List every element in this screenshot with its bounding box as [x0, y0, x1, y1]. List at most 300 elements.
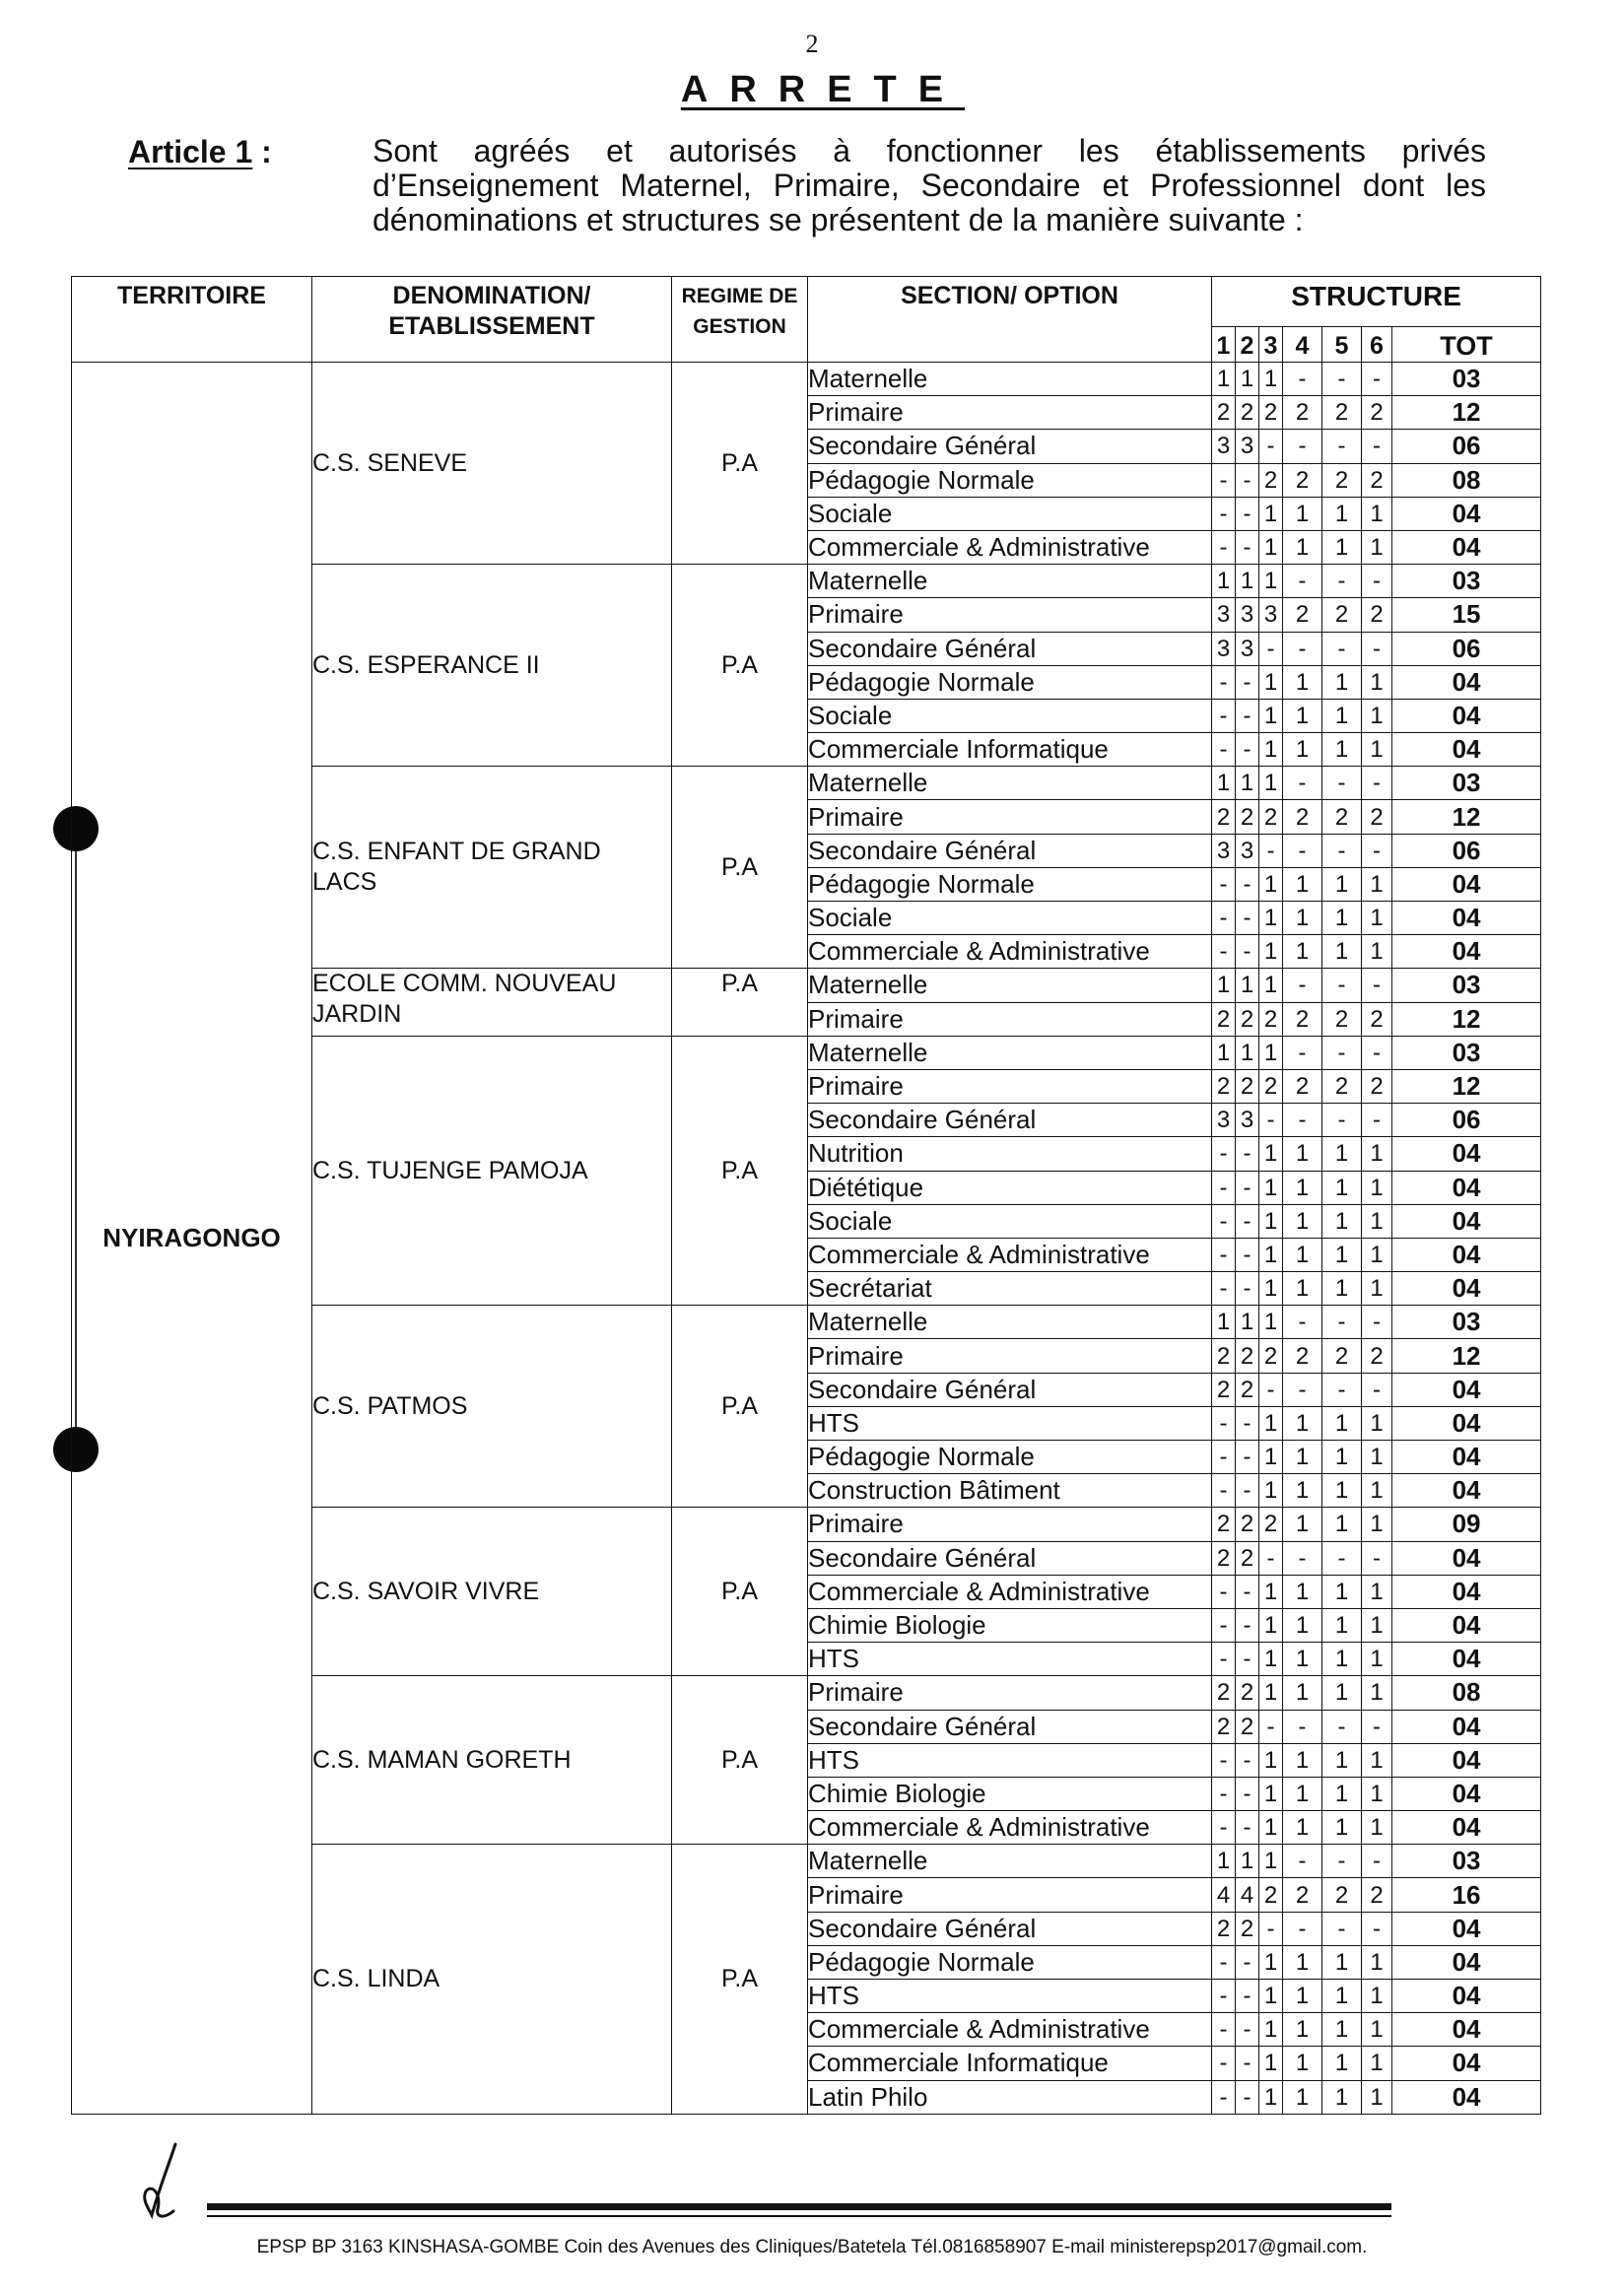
year-5-cell: 1 [1322, 935, 1362, 969]
header-year-2: 2 [1236, 327, 1259, 363]
year-2-cell: - [1236, 1743, 1259, 1777]
year-3-cell: 1 [1259, 1474, 1283, 1508]
year-6-cell: 2 [1362, 598, 1392, 632]
year-1-cell: 2 [1212, 1912, 1236, 1945]
year-4-cell: 2 [1283, 598, 1322, 632]
year-2-cell: - [1236, 1272, 1259, 1306]
year-2-cell: - [1236, 1777, 1259, 1810]
year-1-cell: - [1212, 2080, 1236, 2114]
option-cell: HTS [808, 1980, 1212, 2013]
year-3-cell: 1 [1259, 2013, 1283, 2047]
total-cell: 04 [1392, 1541, 1541, 1575]
year-2-cell: 2 [1236, 800, 1259, 834]
year-4-cell: 1 [1283, 1945, 1322, 1979]
year-2-cell: 2 [1236, 1373, 1259, 1406]
establishment-name: C.S. LINDA [312, 1845, 672, 2115]
total-cell: 03 [1392, 1845, 1541, 1878]
year-3-cell: 1 [1259, 1137, 1283, 1171]
option-cell: Pédagogie Normale [808, 1945, 1212, 1979]
year-4-cell: 1 [1283, 1575, 1322, 1608]
year-4-cell: - [1283, 1373, 1322, 1406]
year-6-cell: 1 [1362, 1811, 1392, 1845]
year-3-cell: 2 [1259, 396, 1283, 430]
year-2-cell: - [1236, 2013, 1259, 2047]
regime-cell: P.A [672, 1676, 808, 1845]
year-4-cell: 1 [1283, 699, 1322, 732]
year-2-cell: - [1236, 1406, 1259, 1440]
year-6-cell: 2 [1362, 1002, 1392, 1036]
year-4-cell: 1 [1283, 2047, 1322, 2080]
option-cell: Diététique [808, 1171, 1212, 1204]
year-6-cell: 1 [1362, 1238, 1392, 1271]
year-6-cell: 1 [1362, 935, 1392, 969]
year-1-cell: 3 [1212, 598, 1236, 632]
option-cell: Commerciale & Administrative [808, 1811, 1212, 1845]
option-cell: Commerciale & Administrative [808, 2013, 1212, 2047]
year-5-cell: - [1322, 430, 1362, 463]
year-1-cell: - [1212, 1238, 1236, 1271]
total-cell: 15 [1392, 598, 1541, 632]
year-5-cell: 1 [1322, 1508, 1362, 1541]
option-cell: Secrétariat [808, 1272, 1212, 1306]
year-1-cell: 2 [1212, 800, 1236, 834]
year-1-cell: 2 [1212, 1541, 1236, 1575]
total-cell: 04 [1392, 2047, 1541, 2080]
total-cell: 04 [1392, 1441, 1541, 1474]
year-4-cell: - [1283, 1306, 1322, 1339]
year-4-cell: 1 [1283, 1406, 1322, 1440]
year-3-cell: 2 [1259, 1339, 1283, 1373]
year-1-cell: - [1212, 497, 1236, 530]
option-cell: HTS [808, 1643, 1212, 1676]
year-4-cell: 2 [1283, 1878, 1322, 1912]
year-3-cell: 1 [1259, 665, 1283, 699]
header-year-5: 5 [1322, 327, 1362, 363]
total-cell: 04 [1392, 1643, 1541, 1676]
table-row [72, 363, 1541, 396]
year-5-cell: 2 [1322, 396, 1362, 430]
year-2-cell: - [1236, 733, 1259, 767]
year-1-cell: - [1212, 733, 1236, 767]
option-cell: Secondaire Général [808, 834, 1212, 867]
year-4-cell: 1 [1283, 1676, 1322, 1710]
year-2-cell: 2 [1236, 1339, 1259, 1373]
header-territoire: TERRITOIRE [72, 277, 312, 363]
total-cell: 04 [1392, 1373, 1541, 1406]
year-3-cell: - [1259, 430, 1283, 463]
year-4-cell: 2 [1283, 800, 1322, 834]
year-2-cell: - [1236, 1643, 1259, 1676]
establishment-name: C.S. ENFANT DE GRAND LACS [312, 767, 672, 969]
header-year-4: 4 [1283, 327, 1322, 363]
year-3-cell: 2 [1259, 800, 1283, 834]
establishments-table [71, 276, 1541, 2115]
year-2-cell: 2 [1236, 1676, 1259, 1710]
footer-address: EPSP BP 3163 KINSHASA-GOMBE Coin des Avenues des Cliniques/Batetela Tél.0816858907 E-mail ministerepsp2017@gmail.com. [256, 2237, 1368, 2257]
year-4-cell: - [1283, 1104, 1322, 1137]
year-5-cell: 1 [1322, 902, 1362, 935]
year-4-cell: 1 [1283, 1272, 1322, 1306]
year-2-cell: - [1236, 1441, 1259, 1474]
year-5-cell: - [1322, 767, 1362, 800]
year-5-cell: - [1322, 1912, 1362, 1945]
year-6-cell: 1 [1362, 1406, 1392, 1440]
total-cell: 03 [1392, 565, 1541, 598]
total-cell: 04 [1392, 1811, 1541, 1845]
year-1-cell: 2 [1212, 1710, 1236, 1743]
option-cell: Secondaire Général [808, 1541, 1212, 1575]
year-2-cell: - [1236, 2080, 1259, 2114]
year-6-cell: 2 [1362, 1069, 1392, 1103]
year-2-cell: - [1236, 1474, 1259, 1508]
option-cell: Maternelle [808, 1036, 1212, 1069]
year-3-cell: 2 [1259, 1508, 1283, 1541]
year-4-cell: - [1283, 969, 1322, 1002]
year-4-cell: - [1283, 565, 1322, 598]
year-5-cell: 1 [1322, 1474, 1362, 1508]
year-2-cell: 3 [1236, 834, 1259, 867]
option-cell: HTS [808, 1406, 1212, 1440]
year-1-cell: 2 [1212, 1508, 1236, 1541]
year-2-cell: 1 [1236, 363, 1259, 396]
year-6-cell: 2 [1362, 1339, 1392, 1373]
year-1-cell: 4 [1212, 1878, 1236, 1912]
year-5-cell: 1 [1322, 733, 1362, 767]
year-5-cell: - [1322, 1306, 1362, 1339]
total-cell: 03 [1392, 767, 1541, 800]
year-6-cell: 1 [1362, 665, 1392, 699]
year-6-cell: - [1362, 1104, 1392, 1137]
year-6-cell: 2 [1362, 396, 1392, 430]
year-4-cell: 1 [1283, 665, 1322, 699]
year-5-cell: 1 [1322, 1238, 1362, 1271]
year-5-cell: - [1322, 1710, 1362, 1743]
option-cell: Commerciale & Administrative [808, 1575, 1212, 1608]
year-3-cell: 1 [1259, 530, 1283, 564]
year-4-cell: 1 [1283, 733, 1322, 767]
year-1-cell: 3 [1212, 1104, 1236, 1137]
year-2-cell: 1 [1236, 1036, 1259, 1069]
total-cell: 03 [1392, 969, 1541, 1002]
year-3-cell: 1 [1259, 1643, 1283, 1676]
year-4-cell: 1 [1283, 2013, 1322, 2047]
year-3-cell: 1 [1259, 969, 1283, 1002]
year-1-cell: 3 [1212, 834, 1236, 867]
option-cell: Sociale [808, 699, 1212, 732]
total-cell: 04 [1392, 1980, 1541, 2013]
year-2-cell: - [1236, 1945, 1259, 1979]
option-cell: Pédagogie Normale [808, 867, 1212, 901]
year-3-cell: 2 [1259, 1002, 1283, 1036]
year-6-cell: 1 [1362, 1441, 1392, 1474]
footer-rule-thin [207, 2215, 1391, 2217]
year-2-cell: - [1236, 867, 1259, 901]
year-5-cell: - [1322, 632, 1362, 665]
year-4-cell: 1 [1283, 1238, 1322, 1271]
year-4-cell: 1 [1283, 1980, 1322, 2013]
year-3-cell: 1 [1259, 363, 1283, 396]
signature-mark [138, 2138, 207, 2227]
year-5-cell: - [1322, 1104, 1362, 1137]
year-5-cell: 1 [1322, 1272, 1362, 1306]
option-cell: Pédagogie Normale [808, 665, 1212, 699]
total-cell: 08 [1392, 1676, 1541, 1710]
year-3-cell: 1 [1259, 1204, 1283, 1238]
year-3-cell: 1 [1259, 1743, 1283, 1777]
option-cell: Maternelle [808, 565, 1212, 598]
year-5-cell: 1 [1322, 2013, 1362, 2047]
year-5-cell: 1 [1322, 1643, 1362, 1676]
establishment-name: C.S. SAVOIR VIVRE [312, 1508, 672, 1676]
footer-rule-thick [207, 2203, 1391, 2210]
article-text: Sont agréés et autorisés à fonctionner les établissements privés d’Enseignement Maternel, Primaire, Secondaire et Professionnel dont les dénominations et structures se présentent de la manière suivante : [372, 133, 1486, 237]
year-2-cell: - [1236, 1204, 1259, 1238]
year-3-cell: 1 [1259, 867, 1283, 901]
total-cell: 04 [1392, 1575, 1541, 1608]
year-4-cell: 1 [1283, 1204, 1322, 1238]
year-2-cell: - [1236, 935, 1259, 969]
year-1-cell: - [1212, 1811, 1236, 1845]
year-1-cell: - [1212, 1137, 1236, 1171]
option-cell: Chimie Biologie [808, 1608, 1212, 1642]
year-4-cell: 2 [1283, 1339, 1322, 1373]
year-6-cell: - [1362, 565, 1392, 598]
option-cell: Secondaire Général [808, 632, 1212, 665]
year-1-cell: - [1212, 1777, 1236, 1810]
year-1-cell: 1 [1212, 565, 1236, 598]
year-5-cell: 1 [1322, 1811, 1362, 1845]
option-cell: Primaire [808, 1069, 1212, 1103]
option-cell: Primaire [808, 800, 1212, 834]
total-cell: 04 [1392, 1743, 1541, 1777]
header-denomination: DENOMINATION/ ETABLISSEMENT [312, 277, 672, 363]
year-6-cell: 1 [1362, 1945, 1392, 1979]
option-cell: Secondaire Général [808, 1710, 1212, 1743]
year-6-cell: - [1362, 1541, 1392, 1575]
year-4-cell: 1 [1283, 1474, 1322, 1508]
year-4-cell: 2 [1283, 1002, 1322, 1036]
year-4-cell: 1 [1283, 1811, 1322, 1845]
year-5-cell: 2 [1322, 1002, 1362, 1036]
year-3-cell: 1 [1259, 1777, 1283, 1810]
header-tot: TOT [1392, 327, 1541, 363]
year-6-cell: 1 [1362, 530, 1392, 564]
year-5-cell: - [1322, 565, 1362, 598]
year-6-cell: 1 [1362, 1508, 1392, 1541]
year-5-cell: 2 [1322, 800, 1362, 834]
year-1-cell: 3 [1212, 632, 1236, 665]
territoire-cell: NYIRAGONGO [72, 363, 312, 2115]
year-6-cell: - [1362, 969, 1392, 1002]
year-3-cell: 1 [1259, 1608, 1283, 1642]
year-6-cell: 1 [1362, 1777, 1392, 1810]
year-5-cell: 1 [1322, 1980, 1362, 2013]
regime-cell: P.A [672, 1845, 808, 2115]
year-6-cell: 1 [1362, 902, 1392, 935]
year-6-cell: 1 [1362, 1608, 1392, 1642]
year-1-cell: - [1212, 1406, 1236, 1440]
total-cell: 04 [1392, 1171, 1541, 1204]
year-1-cell: 2 [1212, 1373, 1236, 1406]
year-4-cell: 2 [1283, 1069, 1322, 1103]
year-1-cell: 2 [1212, 396, 1236, 430]
year-3-cell: 1 [1259, 1945, 1283, 1979]
total-cell: 04 [1392, 1137, 1541, 1171]
year-5-cell: 2 [1322, 1069, 1362, 1103]
year-2-cell: - [1236, 902, 1259, 935]
option-cell: Maternelle [808, 969, 1212, 1002]
option-cell: Pédagogie Normale [808, 1441, 1212, 1474]
total-cell: 04 [1392, 1710, 1541, 1743]
option-cell: Sociale [808, 497, 1212, 530]
year-3-cell: 1 [1259, 767, 1283, 800]
total-cell: 04 [1392, 1608, 1541, 1642]
year-1-cell: 1 [1212, 363, 1236, 396]
year-4-cell: - [1283, 1541, 1322, 1575]
year-5-cell: 2 [1322, 463, 1362, 497]
total-cell: 04 [1392, 2080, 1541, 2114]
option-cell: Primaire [808, 598, 1212, 632]
year-6-cell: 1 [1362, 1643, 1392, 1676]
option-cell: Sociale [808, 902, 1212, 935]
option-cell: Secondaire Général [808, 430, 1212, 463]
year-1-cell: - [1212, 1441, 1236, 1474]
article-label-text: Article 1 [128, 134, 253, 169]
year-5-cell: - [1322, 1036, 1362, 1069]
year-2-cell: - [1236, 463, 1259, 497]
year-5-cell: 1 [1322, 1406, 1362, 1440]
year-2-cell: 1 [1236, 1845, 1259, 1878]
year-6-cell: - [1362, 1710, 1392, 1743]
year-4-cell: 1 [1283, 1743, 1322, 1777]
year-1-cell: - [1212, 1204, 1236, 1238]
total-cell: 06 [1392, 1104, 1541, 1137]
year-4-cell: - [1283, 1912, 1322, 1945]
year-6-cell: 1 [1362, 1743, 1392, 1777]
header-structure: STRUCTURE [1212, 277, 1541, 327]
year-4-cell: 1 [1283, 1171, 1322, 1204]
year-1-cell: - [1212, 2013, 1236, 2047]
option-cell: Secondaire Général [808, 1104, 1212, 1137]
year-1-cell: 1 [1212, 1845, 1236, 1878]
year-3-cell: 1 [1259, 497, 1283, 530]
year-3-cell: 1 [1259, 1272, 1283, 1306]
year-2-cell: - [1236, 665, 1259, 699]
year-5-cell: 1 [1322, 1608, 1362, 1642]
year-6-cell: 1 [1362, 2047, 1392, 2080]
year-1-cell: - [1212, 902, 1236, 935]
year-2-cell: - [1236, 2047, 1259, 2080]
total-cell: 12 [1392, 1339, 1541, 1373]
year-6-cell: 1 [1362, 1171, 1392, 1204]
year-3-cell: 2 [1259, 463, 1283, 497]
establishment-name: C.S. ESPERANCE II [312, 565, 672, 767]
year-6-cell: - [1362, 363, 1392, 396]
year-4-cell: 1 [1283, 1508, 1322, 1541]
year-4-cell: 1 [1283, 935, 1322, 969]
year-4-cell: - [1283, 834, 1322, 867]
year-6-cell: 1 [1362, 1575, 1392, 1608]
year-2-cell: - [1236, 1137, 1259, 1171]
year-2-cell: - [1236, 699, 1259, 732]
year-6-cell: 1 [1362, 1474, 1392, 1508]
year-5-cell: 1 [1322, 867, 1362, 901]
year-1-cell: 1 [1212, 1306, 1236, 1339]
year-6-cell: 1 [1362, 1980, 1392, 2013]
year-3-cell: 1 [1259, 1238, 1283, 1271]
year-6-cell: - [1362, 1912, 1392, 1945]
year-2-cell: - [1236, 1238, 1259, 1271]
year-5-cell: 1 [1322, 1676, 1362, 1710]
title-text: ARRETE [680, 69, 966, 110]
year-3-cell: - [1259, 1912, 1283, 1945]
year-5-cell: 1 [1322, 1743, 1362, 1777]
option-cell: Maternelle [808, 767, 1212, 800]
year-4-cell: - [1283, 632, 1322, 665]
year-6-cell: 1 [1362, 1676, 1392, 1710]
document-title [0, 69, 1624, 111]
option-cell: Maternelle [808, 1845, 1212, 1878]
year-1-cell: 2 [1212, 1069, 1236, 1103]
year-5-cell: 1 [1322, 699, 1362, 732]
year-6-cell: 1 [1362, 2013, 1392, 2047]
year-3-cell: 1 [1259, 902, 1283, 935]
year-1-cell: - [1212, 1474, 1236, 1508]
year-4-cell: 1 [1283, 530, 1322, 564]
year-4-cell: - [1283, 1036, 1322, 1069]
year-5-cell: 1 [1322, 1441, 1362, 1474]
year-2-cell: 2 [1236, 1541, 1259, 1575]
year-3-cell: 1 [1259, 1306, 1283, 1339]
year-3-cell: 1 [1259, 1406, 1283, 1440]
year-5-cell: 2 [1322, 1878, 1362, 1912]
regime-cell: P.A [672, 363, 808, 565]
total-cell: 04 [1392, 1406, 1541, 1440]
total-cell: 06 [1392, 632, 1541, 665]
table-body [72, 363, 1541, 2115]
year-2-cell: 2 [1236, 1912, 1259, 1945]
total-cell: 04 [1392, 935, 1541, 969]
year-4-cell: 2 [1283, 396, 1322, 430]
total-cell: 12 [1392, 1002, 1541, 1036]
year-2-cell: 1 [1236, 969, 1259, 1002]
header-regime: REGIME DE GESTION [672, 277, 808, 363]
total-cell: 04 [1392, 1945, 1541, 1979]
year-6-cell: 1 [1362, 699, 1392, 732]
year-3-cell: 1 [1259, 1575, 1283, 1608]
year-5-cell: 1 [1322, 1137, 1362, 1171]
regime-cell: P.A [672, 1306, 808, 1508]
year-3-cell: - [1259, 1373, 1283, 1406]
year-5-cell: 1 [1322, 665, 1362, 699]
year-3-cell: 1 [1259, 1036, 1283, 1069]
year-1-cell: - [1212, 1743, 1236, 1777]
year-3-cell: - [1259, 1541, 1283, 1575]
year-1-cell: - [1212, 1171, 1236, 1204]
year-5-cell: 2 [1322, 598, 1362, 632]
year-2-cell: - [1236, 530, 1259, 564]
year-1-cell: - [1212, 1643, 1236, 1676]
year-1-cell: 2 [1212, 1002, 1236, 1036]
year-5-cell: 1 [1322, 530, 1362, 564]
total-cell: 04 [1392, 1204, 1541, 1238]
year-3-cell: 3 [1259, 598, 1283, 632]
option-cell: Maternelle [808, 363, 1212, 396]
option-cell: Commerciale & Administrative [808, 935, 1212, 969]
year-2-cell: 3 [1236, 632, 1259, 665]
year-2-cell: 2 [1236, 396, 1259, 430]
year-5-cell: 2 [1322, 1339, 1362, 1373]
